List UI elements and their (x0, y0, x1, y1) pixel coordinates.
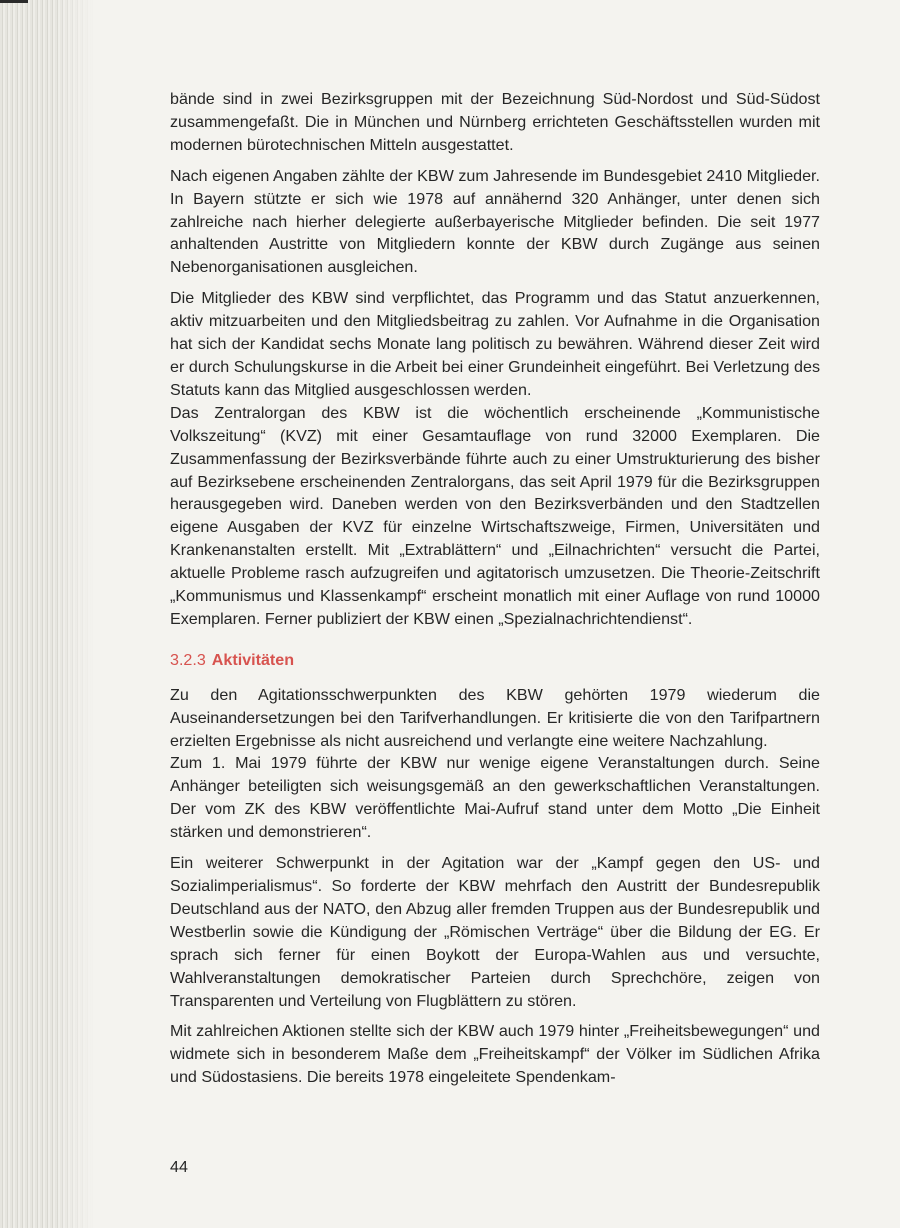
section-number: 3.2.3 (170, 650, 206, 669)
paragraph-6: Zum 1. Mai 1979 führte der KBW nur wenige eigene Veranstaltungen durch. Seine Anhänger beteiligten sich weisungsgemäß an den gewerkschaftlichen Veranstaltungen. Der vom ZK des KBW veröffentlichte Mai-Aufruf stand unter dem Motto „Die Einheit stärken und demonstrieren“. (170, 754, 820, 842)
paragraph-3: Die Mitglieder des KBW sind verpflichtet, das Programm und das Statut anzuerkennen, aktiv mitzuarbeiten und den Mitgliedsbeitrag zu zahlen. Vor Aufnahme in die Organisation hat sich der Kandidat sechs Monate lang politisch zu bewähren. Während dieser Zeit wird er durch Schulungskurse in die Arbeit bei einer Grundeinheit eingeführt. Bei Verletzung des Statuts kann das Mitglied ausgeschlossen werden. (170, 289, 820, 399)
section-title: Aktivitäten (211, 650, 295, 669)
paragraph-5: Zu den Agitationsschwerpunkten des KBW gehörten 1979 wiederum die Auseinandersetzungen bei den Tarifverhandlungen. Er kritisierte die von den Tarifpartnern erzielten Ergebnisse als nicht ausreichend und verlangte eine weitere Nachzahlung. (170, 685, 820, 750)
paragraph-4: Das Zentralorgan des KBW ist die wöchentlich erscheinende „Kommunistische Volkszeitung“ (KVZ) mit einer Gesamtauflage von rund 32000 Exemplaren. Die Zusammenfassung der Bezirksverbände führte auch zu einer Umstrukturierung des bisher auf Bezirksebene erscheinenden Zentralorgans, das seit April 1979 für die Bezirksgruppen herausgegeben wird. Daneben werden von den Bezirksverbänden und den Stadtzellen eigene Ausgaben der KVZ für einzelne Wirtschaftszweige, Firmen, Universitäten und Krankenanstalten erstellt. Mit „Extrablättern“ und „Eilnachrichten“ versucht die Partei, aktuelle Probleme rasch aufzugreifen und agitatorisch umzusetzen. Die Theorie-Zeitschrift „Kommunismus und Klassenkampf“ erscheint monatlich mit einer Auflage von rund 10000 Exemplaren. Ferner publiziert der KBW einen „Spezialnachrichtendienst“. (170, 403, 820, 628)
paragraph-1: bände sind in zwei Bezirksgruppen mit der Bezeichnung Süd-Nordost und Süd-Südost zusammengefaßt. Die in München und Nürnberg errichteten Geschäftsstellen wurden mit modernen bürotechnischen Mitteln ausgestattet. (170, 90, 820, 154)
paragraph-2: Nach eigenen Angaben zählte der KBW zum Jahresende im Bundesgebiet 2410 Mitglieder. In Bayern stützte er sich wie 1978 auf annähernd 320 Anhänger, unter denen sich zahlreiche nach hierher delegierte außerbayerische Mitglieder befinden. Die seit 1977 anhaltenden Austritte von Mitgliedern konnte der KBW durch Zugänge aus seinen Nebenorganisationen ausgleichen. (170, 166, 820, 277)
paragraph-8: Mit zahlreichen Aktionen stellte sich der KBW auch 1979 hinter „Freiheitsbewegungen“ und widmete sich in besonderem Maße dem „Freiheitskampf“ der Völker im Südlichen Afrika und Südostasiens. Die bereits 1978 eingeleitete Spendenkam- (170, 1022, 820, 1087)
page-number: 44 (170, 1158, 188, 1176)
text-column (170, 88, 820, 1097)
section-heading (170, 649, 820, 672)
page-binding-edge (0, 0, 95, 1228)
paragraph-7: Ein weiterer Schwerpunkt in der Agitation war der „Kampf gegen den US- und Sozialimperialismus“. So forderte der KBW mehrfach den Austritt der Bundesrepublik Deutschland aus der NATO, den Abzug aller fremden Truppen aus der Bundesrepublik und Westberlin sowie die Kündigung der „Römischen Verträge“ über die Bildung der EG. Er sprach sich ferner für einen Boykott der Europa-Wahlen aus und versuchte, Wahlveranstaltungen demokratischer Parteien durch Sprechchöre, zeigen von Transparenten und Verteilung von Flugblättern zu stören. (170, 854, 820, 1010)
corner-mark (0, 0, 28, 13)
